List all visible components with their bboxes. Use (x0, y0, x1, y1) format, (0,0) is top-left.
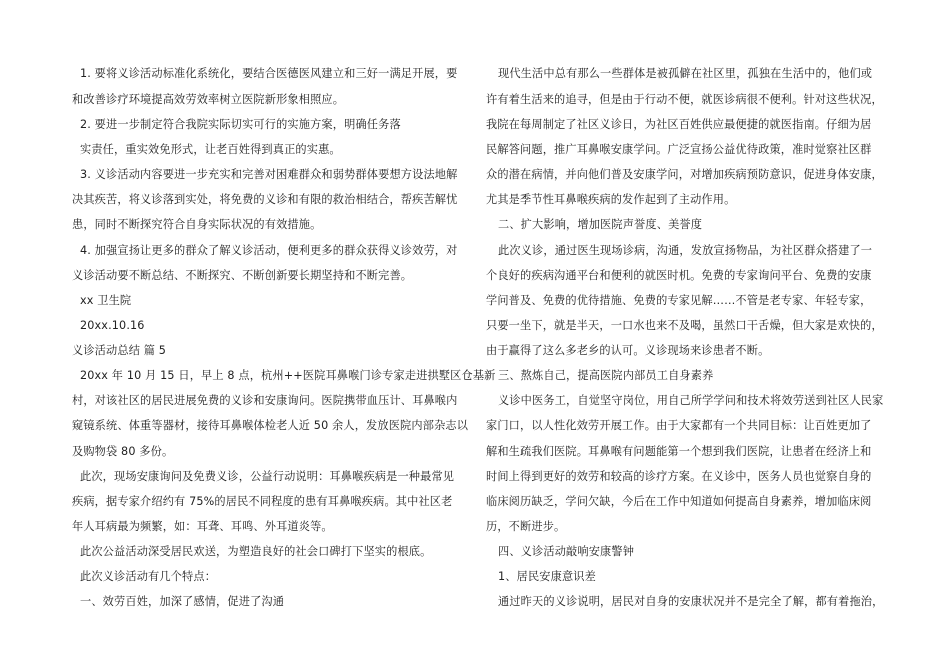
text-line: 个良好的疾病沟通平台和便利的就医时机。免费的专家询问平台、免费的安康 (486, 269, 872, 282)
text-line: 由于赢得了这么多老乡的认可。义诊现场来诊患者不断。 (486, 344, 770, 357)
text-line: 时间上得到更好的效劳和较高的诊疗方案。在义诊中，医务人员也觉察自身的 (486, 470, 872, 483)
section-heading: 义诊活动总结 篇 5 (72, 344, 167, 357)
text-line: 村，对该社区的居民进展免费的义诊和安康询问。医院携带血压计、耳鼻喉内 (72, 394, 458, 407)
text-line: 民解答问题，推广耳鼻喉安康学问。广泛宣扬公益优待政策，准时觉察社区群 (486, 143, 872, 156)
text-line: 尤其是季节性耳鼻喉疾病的发作起到了主动作用。 (486, 193, 736, 206)
text-line: 我院在每周制定了社区义诊日，为社区百姓供应最便捷的就医指南。仔细为居 (486, 118, 872, 131)
text-line: 20xx 年 10 月 15 日，早上 8 点，杭州++医院耳鼻喉门诊专家走进拱墅区仓基新 (80, 369, 496, 382)
signature-date: 20xx.10.16 (80, 319, 145, 332)
text-line: 及购物袋 80 多份。 (72, 445, 174, 458)
signature-org: xx 卫生院 (80, 294, 132, 307)
section-heading: 三、熬炼自己，提高医院内部员工自身素养 (498, 369, 714, 382)
text-line: 此次公益活动深受居民欢送，为塑造良好的社会口碑打下坚实的根底。 (80, 545, 432, 558)
section-heading: 二、扩大影响，增加医院声誉度、美誉度 (498, 218, 703, 231)
text-line: 年人耳病最为频繁，如：耳聋、耳鸣、外耳道炎等。 (72, 520, 333, 533)
text-line: 只要一坐下，就是半天，一口水也来不及喝，虽然口干舌燥，但大家是欢快的， (486, 319, 883, 332)
text-line: 患，同时不断探究符合自身实际状况的有效措施。 (72, 218, 322, 231)
text-line: 此次，现场安康询问及免费义诊，公益行动说明：耳鼻喉疾病是一种最常见 (80, 470, 455, 483)
text-line: 疾病，据专家介绍约有 75%的居民不同程度的患有耳鼻喉疾病。其中社区老 (72, 495, 453, 508)
text-line: 通过昨天的义诊说明，居民对自身的安康状况并不是完全了解，都有着拖治， (498, 595, 884, 608)
text-line: 解和生疏我们医院。耳鼻喉有问题能第一个想到我们医院，让患者在经济上和 (486, 445, 872, 458)
text-line: 家门口，以人性化效劳开展工作。由于大家都有一个共同目标：让百姓更加了 (486, 419, 872, 432)
text-line: 和改善诊疗环境提高效劳效率树立医院新形象相照应。 (72, 93, 345, 106)
text-line: 学问普及、免费的优待措施、免费的专家见解……不管是老专家、年轻专家， (486, 294, 872, 307)
text-line: 众的潜在病情，并向他们普及安康学问，对增加疾病预防意识，促进身体安康， (486, 168, 883, 181)
text-line: 义诊活动要不断总结、不断探究、不断创新要长期坚持和不断完善。 (72, 269, 413, 282)
text-line: 此次义诊，通过医生现场诊病，沟通，发放宣扬物品，为社区群众搭建了一 (498, 244, 873, 257)
text-line: 此次义诊活动有几个特点： (80, 570, 217, 583)
text-line: 许有着生活来的追寻，但是由于行动不便，就医诊病很不便利。针对这些状况， (486, 93, 883, 106)
text-line: 3. 义诊活动内容要进一步充实和完善对困难群众和弱势群体要想方设法地解 (80, 168, 458, 181)
text-line: 现代生活中总有那么一些群体是被孤僻在社区里，孤独在生活中的，他们或 (498, 67, 873, 80)
text-line: 窥镜系统、体重等器材，接待耳鼻喉体检老人近 50 余人，发放医院内部杂志以 (72, 419, 469, 432)
text-line: 临床阅历缺乏，学问欠缺，今后在工作中知道如何提高自身素养，增加临床阅 (486, 495, 872, 508)
text-line: 历，不断进步。 (486, 520, 566, 533)
text-line: 1. 要将义诊活动标准化系统化，要结合医德医风建立和三好一满足开展，要 (80, 67, 458, 80)
text-line: 实责任，重实效免形式，让老百姓得到真正的实惠。 (80, 143, 341, 156)
text-line: 4. 加强宣扬让更多的群众了解义诊活动，便利更多的群众获得义诊效劳，对 (80, 244, 458, 257)
subsection-heading: 1、居民安康意识差 (498, 570, 596, 583)
text-line: 决其疾苦，将义诊落到实处，将免费的义诊和有限的救治相结合，帮疾苦解忧 (72, 193, 458, 206)
section-heading: 四、义诊活动敲响安康警钟 (498, 545, 635, 558)
text-line: 义诊中医务工，自觉坚守岗位，用自己所学学问和技术将效劳送到社区人民家 (498, 394, 884, 407)
text-line: 一、效劳百姓，加深了感情，促进了沟通 (80, 595, 285, 608)
text-line: 2. 要进一步制定符合我院实际切实可行的实施方案，明确任务落 (80, 118, 401, 131)
